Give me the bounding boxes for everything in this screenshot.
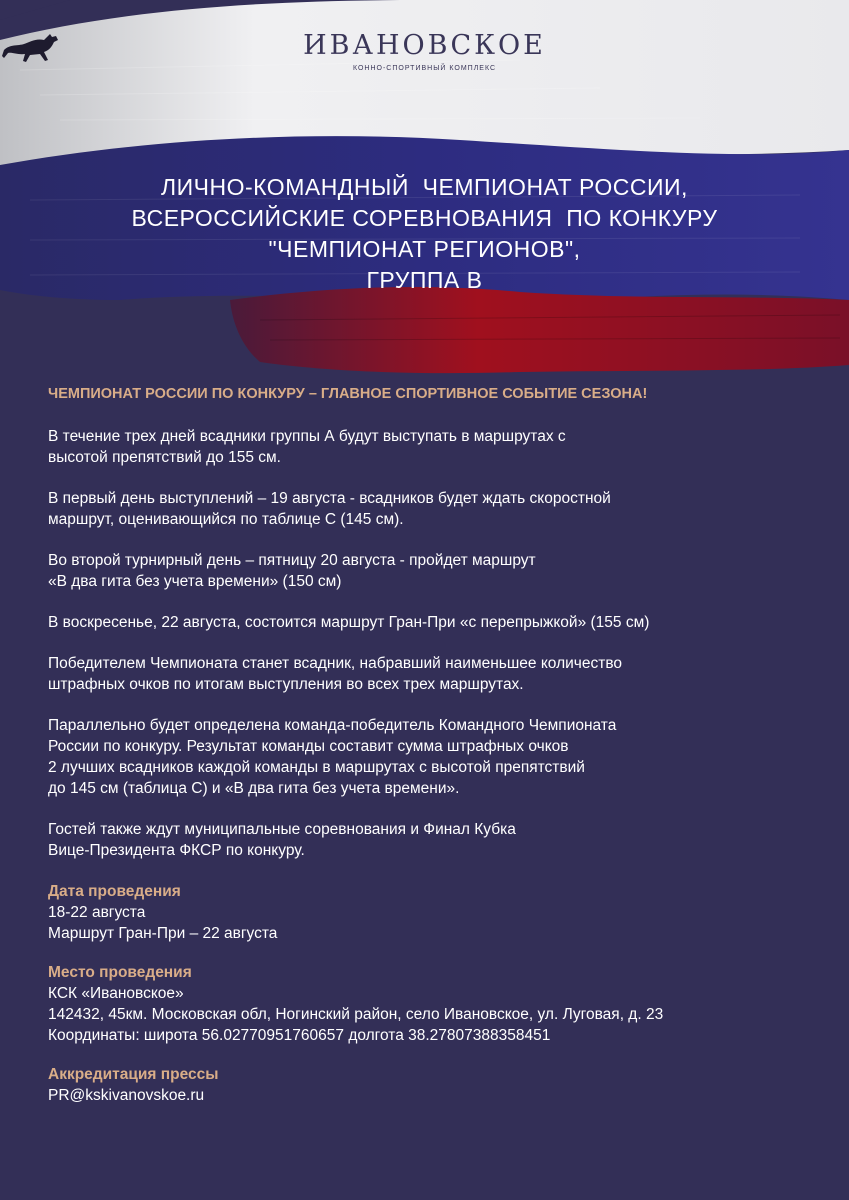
paragraph-line: 2 лучших всадников каждой команды в маршрутах с высотой препятствий: [48, 759, 585, 776]
date-line: Маршрут Гран-При – 22 августа: [48, 925, 278, 942]
place-line: 142432, 45км. Московская обл, Ногинский район, село Ивановское, ул. Луговая, д. 23: [48, 1006, 664, 1023]
page-title: [0, 172, 849, 296]
paragraph-line: Гостей также ждут муниципальные соревнования и Финал Кубка: [48, 821, 516, 838]
brand-logo: [0, 28, 849, 72]
paragraph-line: «В два гита без учета времени» (150 см): [48, 573, 342, 590]
paragraph-line: высотой препятствий до 155 см.: [48, 449, 281, 466]
paragraph-line: России по конкуру. Результат команды составит сумма штрафных очков: [48, 738, 569, 755]
paragraph-line: В первый день выступлений – 19 августа - всадников будет ждать скоростной: [48, 490, 611, 507]
paragraph-line: В течение трех дней всадники группы А будут выступать в маршрутах с: [48, 428, 566, 445]
brand-name: ИВАНОВСКОЕ: [303, 30, 546, 61]
paragraph-line: Параллельно будет определена команда-победитель Командного Чемпионата: [48, 717, 617, 734]
paragraph-guests: [48, 819, 818, 861]
flag-banner: [0, 0, 849, 400]
place-line: КСК «Ивановское»: [48, 985, 184, 1002]
paragraph-day-one: [48, 488, 818, 530]
paragraph-line: штрафных очков по итогам выступления во всех трех маршрутах.: [48, 676, 524, 693]
paragraph-team: [48, 715, 818, 799]
title-line: ВСЕРОССИЙСКИЕ СОРЕВНОВАНИЯ ПО КОНКУРУ: [131, 205, 718, 231]
paragraph-grand-prix: [48, 612, 818, 633]
paragraph-line: до 145 см (таблица С) и «В два гита без учета времени».: [48, 780, 460, 797]
horse-icon: [0, 28, 70, 68]
title-line: ЛИЧНО-КОМАНДНЫЙ ЧЕМПИОНАТ РОССИИ,: [161, 174, 688, 200]
main-content: [48, 386, 818, 1124]
date-section: [48, 881, 818, 944]
place-section: [48, 962, 818, 1046]
paragraph-day-two: [48, 550, 818, 592]
date-title: Дата проведения: [48, 883, 181, 900]
press-section: [48, 1064, 818, 1106]
place-title: Место проведения: [48, 964, 192, 981]
paragraph-winner: [48, 653, 818, 695]
brand-subtitle: КОННО-СПОРТИВНЫЙ КОМПЛЕКС: [352, 65, 497, 72]
paragraph-line: Победителем Чемпионата станет всадник, набравший наименьшее количество: [48, 655, 623, 672]
paragraph-line: Во второй турнирный день – пятницу 20 августа - пройдет маршрут: [48, 552, 536, 569]
paragraph-line: Вице-Президента ФКСР по конкуру.: [48, 842, 305, 859]
press-email: PR@kskivanovskoe.ru: [48, 1087, 205, 1104]
paragraph-line: маршрут, оценивающийся по таблице С (145 см).: [48, 511, 404, 528]
title-line: ГРУППА В: [366, 267, 483, 293]
place-line: Координаты: широта 56.02770951760657 долгота 38.27807388358451: [48, 1027, 551, 1044]
paragraph-line: В воскресенье, 22 августа, состоится маршрут Гран-При «с перепрыжкой» (155 см): [48, 614, 650, 631]
headline: ЧЕМПИОНАТ РОССИИ ПО КОНКУРУ – ГЛАВНОЕ СПОРТИВНОЕ СОБЫТИЕ СЕЗОНА!: [48, 386, 648, 402]
date-line: 18-22 августа: [48, 904, 146, 921]
title-line: "ЧЕМПИОНАТ РЕГИОНОВ",: [268, 236, 581, 262]
press-title: Аккредитация прессы: [48, 1066, 219, 1083]
paragraph-intro: [48, 426, 818, 468]
